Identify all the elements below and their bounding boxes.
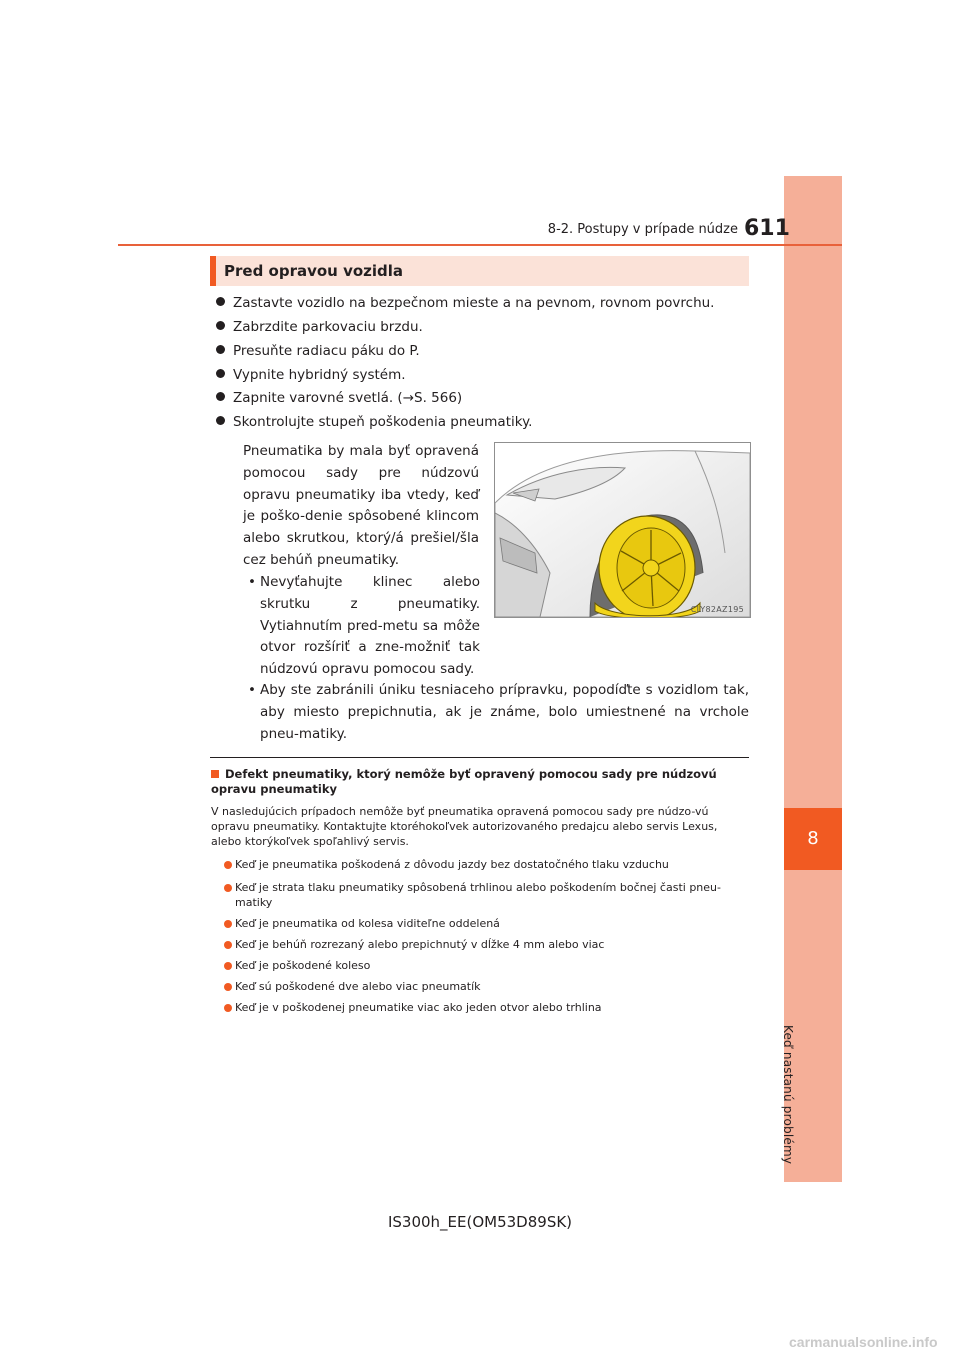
orange-bullet-icon (224, 920, 232, 928)
repair-condition-paragraph: Pneumatika by mala byť opravená pomocou sady pre núdzovú opravu pneumatiky iba vtedy, keď je poško-denie spôsobené klincom alebo skrutkou, ktorý/á prešiel/šla cez behúň pneumatiky. (243, 443, 479, 568)
note-list-item: Keď sú poškodené dve alebo viac pneumatík (224, 980, 749, 995)
list-item: Zastavte vozidlo na bezpečnom mieste a na pevnom, rovnom povrchu. (216, 295, 714, 311)
header-section-title: 8-2. Postupy v prípade núdze (547, 222, 738, 237)
header-divider (118, 244, 842, 246)
orange-bullet-icon (224, 884, 232, 892)
sub-bullet-mark: • (248, 574, 256, 590)
page-number: 611 (744, 216, 790, 241)
note-list-item: Keď je v poškodenej pneumatike viac ako jeden otvor alebo trhlina (224, 1001, 749, 1016)
bullet-icon (216, 345, 225, 354)
list-item: Vypnite hybridný systém. (216, 367, 406, 383)
list-item: Zabrzdite parkovaciu brzdu. (216, 319, 423, 335)
note-list-item: Keď je behúň rozrezaný alebo prepichnutý v dĺžke 4 mm alebo viac (224, 938, 749, 953)
section-title-accent (210, 256, 216, 286)
bullet-icon (216, 297, 225, 306)
list-item[interactable]: Zapnite varovné svetlá. (→S. 566) (216, 390, 462, 406)
document-code: IS300h_EE(OM53D89SK) (387, 1213, 573, 1231)
bullet-icon (216, 416, 225, 425)
sub-list-item: • Aby ste zabránili úniku tesniaceho prípravku, popodíďte s vozidlom tak, aby miesto prepichnutia, ak je známe, bolo umiestnené na vrchole pneu-matiky. (248, 682, 749, 742)
note-paragraph: V nasledujúcich prípadoch nemôže byť pneumatika opravená pomocou sady pre núdzo-vú opravu pneumatiky. Kontaktujte ktoréhokoľvek autorizovaného predajcu alebo servis Lexus, alebo ktorýkoľvek spoľahlivý servis. (211, 805, 718, 848)
tire-damage-illustration (494, 442, 751, 618)
bullet-icon (216, 321, 225, 330)
list-item: Presuňte radiacu páku do P. (216, 343, 420, 359)
sub-bullet-mark: • (248, 682, 256, 698)
note-list-item: Keď je strata tlaku pneumatiky spôsobená trhlinou alebo poškodením bočnej časti pneu-matiky (224, 881, 749, 910)
bullet-icon (216, 392, 225, 401)
orange-bullet-icon (224, 861, 232, 869)
orange-bullet-icon (224, 962, 232, 970)
note-heading: Defekt pneumatiky, ktorý nemôže byť opravený pomocou sady pre núdzovú opravu pneumatiky (211, 767, 717, 796)
chapter-label: Keď nastanú problémy (781, 1025, 795, 1165)
note-list-item: Keď je pneumatika poškodená z dôvodu jazdy bez dostatočného tlaku vzduchu (224, 858, 749, 873)
orange-bullet-icon (224, 983, 232, 991)
sub-list-item: • Nevyťahujte klinec alebo skrutku z pneumatiky. Vytiahnutím pred-metu sa môže otvor rozšíriť a zne-možniť tak núdzovú opravu pomocou sady. (248, 574, 480, 678)
section-title: Pred opravou vozidla (224, 262, 404, 280)
watermark[interactable]: carmanualsonline.info (789, 1334, 938, 1350)
note-list-item: Keď je poškodené koleso (224, 959, 749, 974)
list-item: Skontrolujte stupeň poškodenia pneumatiky. (216, 414, 532, 430)
note-list-item: Keď je pneumatika od kolesa viditeľne oddelená (224, 917, 749, 932)
bullet-icon (216, 369, 225, 378)
square-marker-icon (211, 770, 219, 778)
section-divider (210, 757, 749, 758)
orange-bullet-icon (224, 1004, 232, 1012)
chapter-number-tab[interactable]: 8 (784, 808, 842, 870)
orange-bullet-icon (224, 941, 232, 949)
figure-code: CLY82AZ195 (690, 605, 744, 614)
car-front-wheel-drawing (495, 443, 750, 617)
